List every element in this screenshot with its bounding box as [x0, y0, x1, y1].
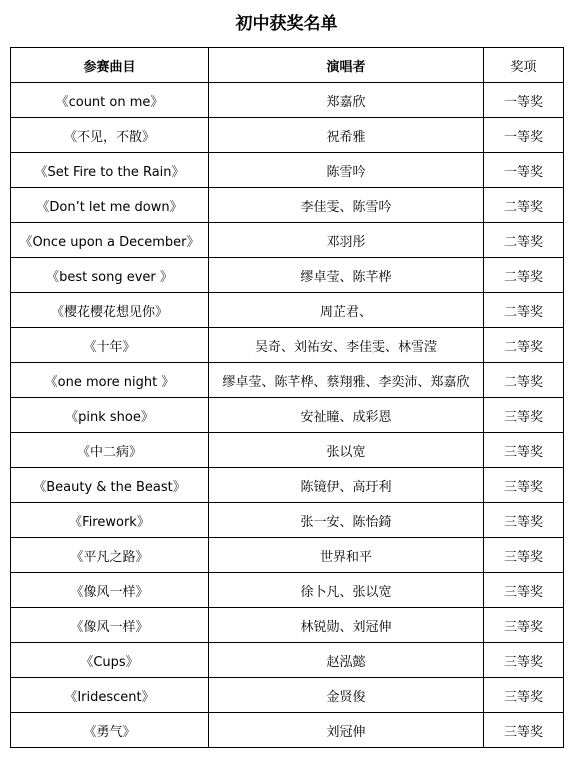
- table-row: [11, 468, 564, 503]
- song-cell: 《Set Fire to the Rain》: [11, 153, 209, 188]
- performer-cell: 周芷君、: [209, 293, 484, 328]
- performer-cell: 祝希雅: [209, 118, 484, 153]
- award-cell: 三等奖: [484, 433, 564, 468]
- song-cell: 《Firework》: [11, 503, 209, 538]
- song-cell: 《不见，不散》: [11, 118, 209, 153]
- table-row: [11, 223, 564, 258]
- table-row: [11, 258, 564, 293]
- award-cell: 一等奖: [484, 153, 564, 188]
- song-cell: 《中二病》: [11, 433, 209, 468]
- column-header-song: 参赛曲目: [11, 48, 209, 83]
- table-row: [11, 153, 564, 188]
- performer-cell: 张以宽: [209, 433, 484, 468]
- award-cell: 三等奖: [484, 643, 564, 678]
- song-cell: 《Once upon a December》: [11, 223, 209, 258]
- table-row: [11, 433, 564, 468]
- performer-cell: 刘冠伸: [209, 713, 484, 748]
- award-cell: 三等奖: [484, 608, 564, 643]
- performer-cell: 赵泓懿: [209, 643, 484, 678]
- song-cell: 《count on me》: [11, 83, 209, 118]
- table-row: [11, 363, 564, 398]
- performer-cell: 陈雪吟: [209, 153, 484, 188]
- award-cell: 二等奖: [484, 363, 564, 398]
- award-cell: 二等奖: [484, 188, 564, 223]
- table-row: [11, 503, 564, 538]
- table-row: [11, 118, 564, 153]
- song-cell: 《像风一样》: [11, 608, 209, 643]
- performer-cell: 郑嘉欣: [209, 83, 484, 118]
- performer-cell: 缪卓莹、陈芊桦、蔡翔雅、李奕沛、郑嘉欣: [209, 363, 484, 398]
- award-cell: 三等奖: [484, 503, 564, 538]
- song-cell: 《勇气》: [11, 713, 209, 748]
- table-row: [11, 538, 564, 573]
- song-cell: 《Iridescent》: [11, 678, 209, 713]
- performer-cell: 世界和平: [209, 538, 484, 573]
- award-cell: 一等奖: [484, 118, 564, 153]
- performer-cell: 李佳雯、陈雪吟: [209, 188, 484, 223]
- song-cell: 《one more night 》: [11, 363, 209, 398]
- award-cell: 三等奖: [484, 398, 564, 433]
- performer-cell: 吴奇、刘祐安、李佳雯、林雪滢: [209, 328, 484, 363]
- award-cell: 三等奖: [484, 468, 564, 503]
- award-cell: 二等奖: [484, 258, 564, 293]
- award-cell: 三等奖: [484, 713, 564, 748]
- column-header-performer: 演唱者: [209, 48, 484, 83]
- award-cell: 三等奖: [484, 678, 564, 713]
- performer-cell: 林锐勋、刘冠伸: [209, 608, 484, 643]
- song-cell: 《Cups》: [11, 643, 209, 678]
- awards-table: [10, 47, 564, 748]
- table-row: [11, 643, 564, 678]
- award-cell: 二等奖: [484, 328, 564, 363]
- performer-cell: 安祉瞳、成彩恩: [209, 398, 484, 433]
- table-row: [11, 713, 564, 748]
- table-row: [11, 678, 564, 713]
- column-header-award: 奖项: [484, 48, 564, 83]
- award-cell: 一等奖: [484, 83, 564, 118]
- table-row: [11, 293, 564, 328]
- award-cell: 二等奖: [484, 293, 564, 328]
- table-header-row: [11, 48, 564, 83]
- table-row: [11, 398, 564, 433]
- table-row: [11, 573, 564, 608]
- song-cell: 《像风一样》: [11, 573, 209, 608]
- award-cell: 三等奖: [484, 538, 564, 573]
- song-cell: 《best song ever 》: [11, 258, 209, 293]
- table-row: [11, 188, 564, 223]
- table-row: [11, 608, 564, 643]
- table-row: [11, 328, 564, 363]
- song-cell: 《十年》: [11, 328, 209, 363]
- performer-cell: 金贤俊: [209, 678, 484, 713]
- song-cell: 《樱花樱花想见你》: [11, 293, 209, 328]
- award-cell: 三等奖: [484, 573, 564, 608]
- award-cell: 二等奖: [484, 223, 564, 258]
- song-cell: 《Don’t let me down》: [11, 188, 209, 223]
- song-cell: 《Beauty & the Beast》: [11, 468, 209, 503]
- performer-cell: 缪卓莹、陈芊桦: [209, 258, 484, 293]
- performer-cell: 徐卜凡、张以宽: [209, 573, 484, 608]
- performer-cell: 张一安、陈怡錡: [209, 503, 484, 538]
- performer-cell: 陈镜伊、高玗利: [209, 468, 484, 503]
- song-cell: 《pink shoe》: [11, 398, 209, 433]
- table-row: [11, 83, 564, 118]
- page-title: 初中获奖名单: [235, 14, 338, 34]
- performer-cell: 邓羽彤: [209, 223, 484, 258]
- song-cell: 《平凡之路》: [11, 538, 209, 573]
